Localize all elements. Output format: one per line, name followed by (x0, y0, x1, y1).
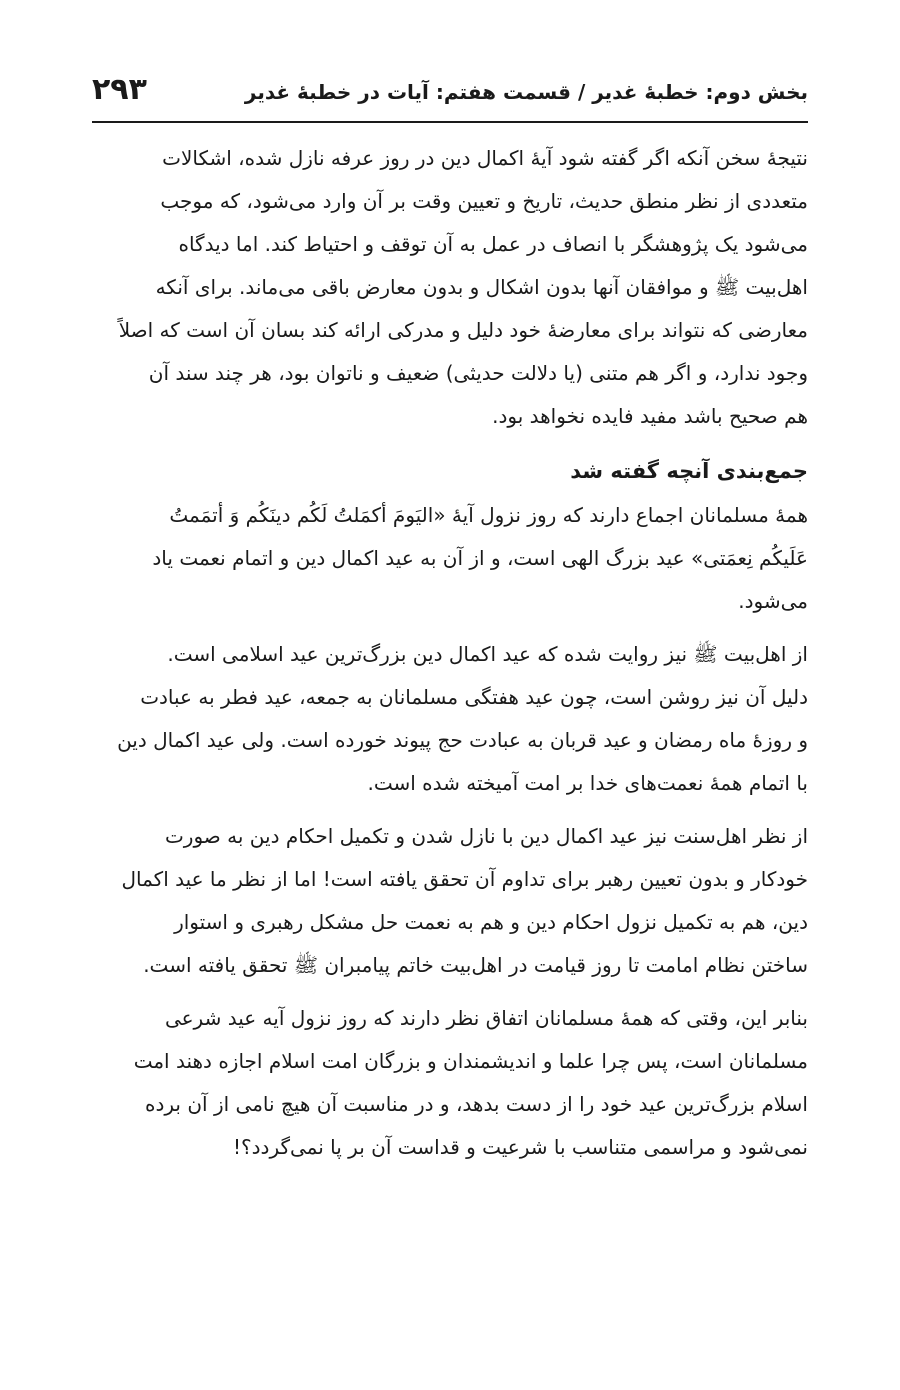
text-line: از اهل‌بیت ﷺ نیز روایت شده که عید اکمال دین بزرگ‌ترین عید اسلامی است. (167, 642, 808, 666)
text-line: عَلَیکُم نِعمَتی» عید بزرگ الهی است، و از آن به عید اکمال دین و اتمام نعمت یاد (152, 546, 808, 570)
paragraph-2 (92, 494, 808, 623)
section-heading: جمع‌بندی آنچه گفته شد (570, 459, 808, 483)
header-rule (92, 121, 808, 123)
paragraph-1 (92, 137, 808, 438)
page-number: ۲۹۳ (92, 72, 147, 107)
running-title: بخش دوم: خطبهٔ غدیر / قسمت هفتم: آیات در خطبهٔ غدیر (244, 80, 808, 104)
text-line: دلیل آن نیز روشن است، چون عید هفتگی مسلمانان به جمعه، عید فطر به عبادت (140, 685, 808, 709)
running-head (92, 72, 808, 112)
text-line: می‌شود یک پژوهشگر با انصاف در عمل به آن توقف و احتیاط کند. اما دیدگاه (178, 232, 808, 256)
page-body (92, 137, 808, 1179)
text-line: با اتمام همهٔ نعمت‌های خدا بر امت آمیخته شده است. (367, 771, 808, 795)
text-line: وجود ندارد، و اگر هم متنی (یا دلالت حدیثی) ضعیف و ناتوان بود، هر چند سند آن (148, 361, 808, 385)
text-line: دین، هم به تکمیل نزول احکام دین و هم به نعمت حل مشکل رهبری و استوار (174, 910, 808, 934)
text-line: خودکار و بدون تعیین رهبر برای تداوم آن تحقق یافته است! اما از نظر ما عید اکمال (121, 867, 808, 891)
text-line: می‌شود. (738, 589, 808, 613)
text-line: اسلام بزرگ‌ترین عید خود را از دست بدهد، و در مناسبت آن هیچ نامی از آن برده (145, 1092, 808, 1116)
text-line: و روزهٔ ماه رمضان و عید قربان به عبادت حج پیوند خورده است. ولی عید اکمال دین (117, 728, 808, 752)
text-line: مسلمانان است، پس چرا علما و اندیشمندان و بزرگان امت اسلام اجازه دهند امت (133, 1049, 808, 1073)
text-line: اهل‌بیت ﷺ و موافقان آنها بدون اشکال و بدون معارض باقی می‌ماند. برای آنکه (155, 275, 808, 299)
text-line: نتیجهٔ سخن آنکه اگر گفته شود آیهٔ اکمال دین در روز عرفه نازل شده، اشکالات (162, 146, 808, 170)
text-line: بنابر این، وقتی که همهٔ مسلمانان اتفاق نظر دارند که روز نزول آیه عید شرعی (164, 1006, 808, 1030)
text-line: متعددی از نظر منطق حدیث، تاریخ و تعیین وقت بر آن وارد می‌شود، که موجب (160, 189, 808, 213)
text-line: همهٔ مسلمانان اجماع دارند که روز نزول آیهٔ «الیَومَ أکمَلتُ لَکُم دینَکُم وَ أتمَمتُ (169, 503, 808, 527)
text-line: معارضی که نتواند برای معارضهٔ خود دلیل و مدرکی ارائه کند بسان آن است که اصلاً (118, 318, 808, 342)
text-line: از نظر اهل‌سنت نیز عید اکمال دین با نازل شدن و تکمیل احکام دین به صورت (164, 824, 808, 848)
paragraph-5 (92, 997, 808, 1169)
text-line: هم صحیح باشد مفید فایده نخواهد بود. (492, 404, 808, 428)
text-line: نمی‌شود و مراسمی متناسب با شرعیت و قداست آن بر پا نمی‌گردد؟! (233, 1135, 808, 1159)
paragraph-3 (92, 633, 808, 805)
paragraph-4 (92, 815, 808, 987)
text-line: ساختن نظام امامت تا روز قیامت در اهل‌بیت خاتم پیامبران ﷺ تحقق یافته است. (143, 953, 808, 977)
